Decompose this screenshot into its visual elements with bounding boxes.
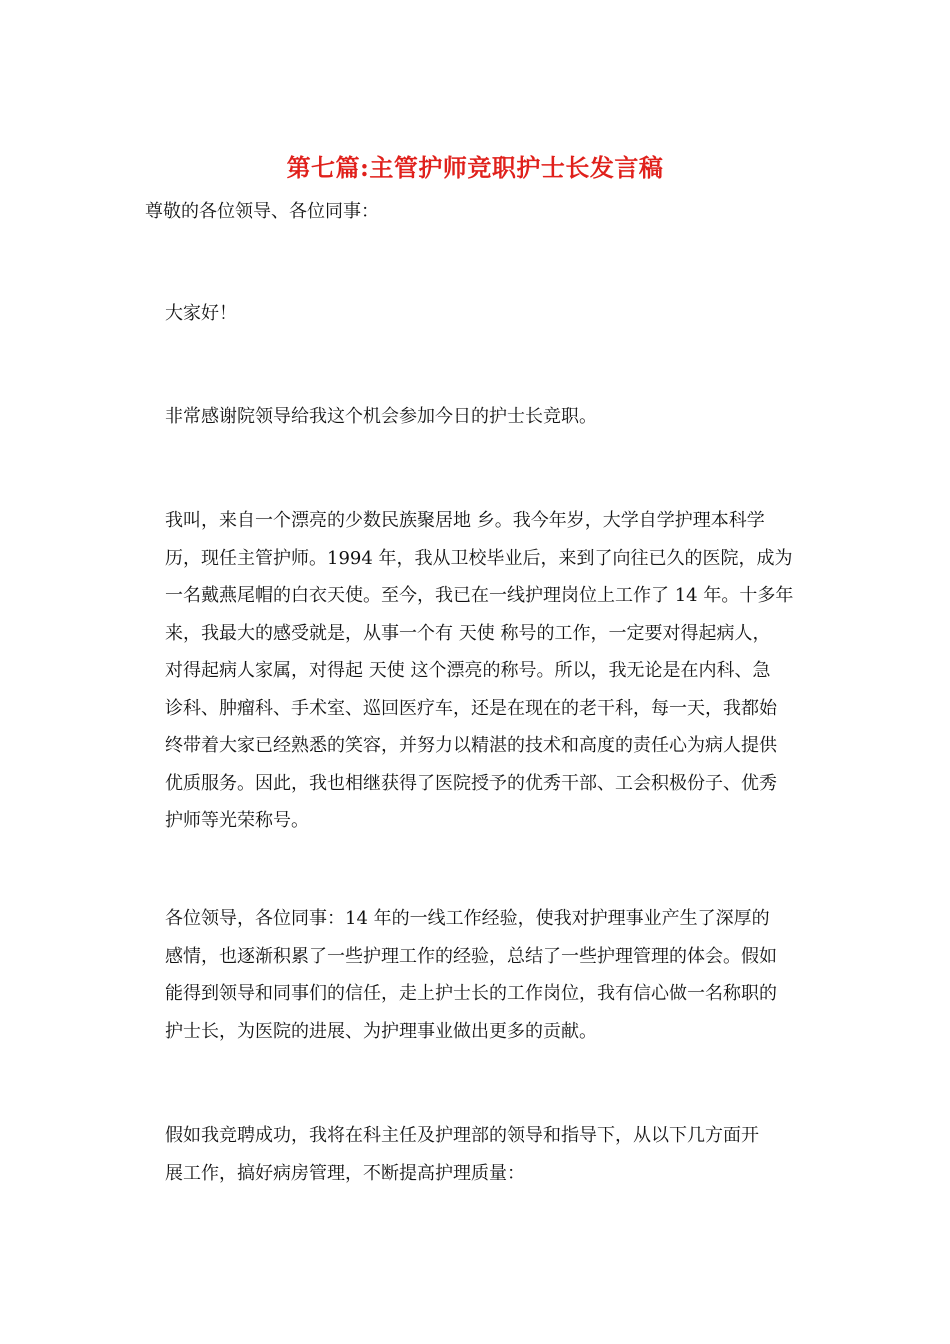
paragraph-introduction — [145, 502, 813, 840]
paragraph-line: 假如我竞聘成功，我将在科主任及护理部的领导和指导下，从以下几方面开 — [165, 1125, 759, 1146]
document-title: 第七篇:主管护师竞职护士长发言稿 — [286, 153, 664, 182]
paragraph-greeting — [145, 295, 813, 333]
paragraph-thanks — [145, 398, 813, 436]
paragraph-line: 终带着大家已经熟悉的笑容，并努力以精湛的技术和高度的责任心为病人提供 — [165, 735, 777, 756]
paragraph-line: 优质服务。因此，我也相继获得了医院授予的优秀干部、工会积极份子、优秀 — [165, 772, 777, 794]
paragraph-line: 护士长，为医院的进展、为护理事业做出更多的贡献。 — [165, 1020, 597, 1042]
paragraph-line: 护师等光荣称号。 — [165, 810, 309, 831]
paragraph-line: 来，我最大的感受就是，从事一个有 天使 称号的工作，一定要对得起病人， — [165, 622, 771, 644]
paragraph-line: 诊科、肿瘤科、手术室、巡回医疗车，还是在现在的老干科，每一天，我都始 — [165, 697, 777, 719]
paragraph-line: 各位领导，各位同事：14 年的一线工作经验，使我对护理事业产生了深厚的 — [165, 908, 770, 929]
paragraph-experience — [145, 900, 813, 1050]
paragraph-line: 历，现任主管护师。1994 年，我从卫校毕业后，来到了向往已久的医院，成为 — [165, 547, 793, 569]
paragraph-line: 展工作，搞好病房管理，不断提高护理质量： — [165, 1162, 525, 1184]
paragraph-plan — [145, 1117, 813, 1192]
paragraph-line: 对得起病人家属，对得起 天使 这个漂亮的称号。所以，我无论是在内科、急 — [165, 660, 771, 681]
paragraph-line: 感情，也逐渐积累了一些护理工作的经验，总结了一些护理管理的体会。假如 — [165, 945, 777, 967]
salutation: 尊敬的各位领导、各位同事： — [145, 201, 379, 222]
paragraph-line: 非常感谢院领导给我这个机会参加今日的护士长竞职。 — [165, 406, 597, 427]
paragraph-line: 一名戴燕尾帽的白衣天使。至今，我已在一线护理岗位上工作了 14 年。十多年 — [165, 585, 794, 606]
paragraph-line: 大家好！ — [165, 303, 237, 324]
paragraph-line: 我叫，来自一个漂亮的少数民族聚居地 乡。我今年岁，大学自学护理本科学 — [165, 510, 765, 531]
paragraph-line: 能得到领导和同事们的信任，走上护士长的工作岗位，我有信心做一名称职的 — [165, 983, 777, 1004]
